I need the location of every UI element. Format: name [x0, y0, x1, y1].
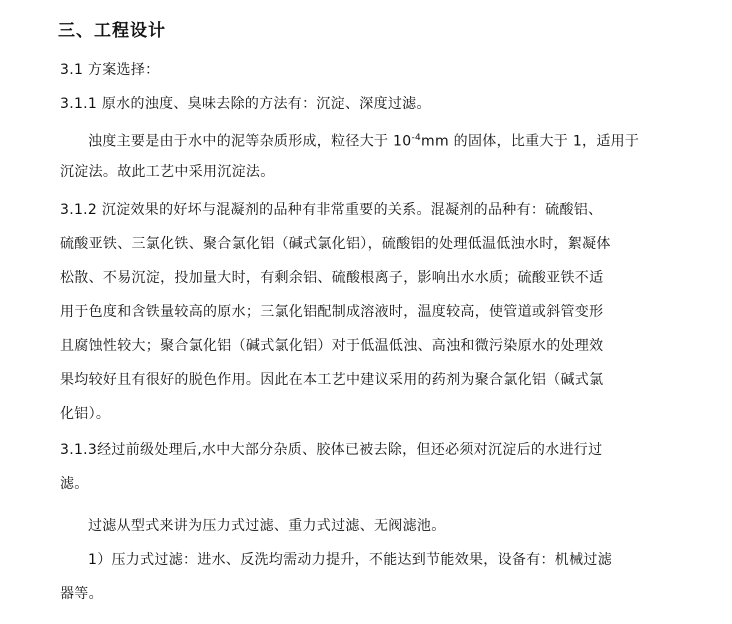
paragraph-line: 3.1.3经过前级处理后,水中大部分杂质、胶体已被去除，但还必须对沉淀后的水进行过 — [60, 442, 603, 458]
text-run: mm 的固体，比重大于 1，适用于 — [421, 133, 640, 150]
paragraph-line: 用于色度和含铁量较高的原水；三氯化铝配制成溶液时，温度较高，使管道或斜管变形 — [60, 304, 604, 320]
paragraph-line: 滤。 — [60, 476, 89, 492]
paragraph-line: 果均较好且有很好的脱色作用。因此在本工艺中建议采用的药剂为聚合氯化铝（碱式氯 — [60, 372, 604, 388]
paragraph-line: 硫酸亚铁、三氯化铁、聚合氯化铝（碱式氯化铝），硫酸铝的处理低温低浊水时，絮凝体 — [60, 236, 611, 252]
paragraph-line: 化铝）。 — [60, 406, 111, 422]
paragraph-line: 松散、不易沉淀，投加量大时，有剩余铝、硫酸根离子，影响出水水质；硫酸亚铁不适 — [60, 270, 604, 286]
section-heading: 三、工程设计 — [58, 21, 166, 41]
subsection-title: 3.1 方案选择： — [60, 62, 160, 78]
paragraph-line: 3.1.2 沉淀效果的好坏与混凝剂的品种有非常重要的关系。混凝剂的品种有：硫酸铝、 — [60, 202, 603, 218]
paragraph-line: 3.1.1 原水的浊度、臭味去除的方法有：沉淀、深度过滤。 — [60, 96, 431, 112]
paragraph-line — [88, 128, 639, 152]
paragraph-line: 1）压力式过滤：进水、反洗均需动力提升，不能达到节能效果，设备有：机械过滤 — [88, 552, 613, 568]
paragraph-line: 且腐蚀性较大；聚合氯化铝（碱式氯化铝）对于低温低浊、高浊和微污染原水的处理效 — [60, 338, 604, 354]
text-run: 浊度主要是由于水中的泥等杂质形成，粒径大于 10 — [88, 133, 412, 150]
paragraph-line: 器等。 — [60, 586, 103, 602]
paragraph-line: 沉淀法。故此工艺中采用沉淀法。 — [60, 164, 275, 180]
paragraph-line: 过滤从型式来讲为压力式过滤、重力式过滤、无阀滤池。 — [88, 518, 446, 534]
superscript: -4 — [411, 133, 422, 143]
